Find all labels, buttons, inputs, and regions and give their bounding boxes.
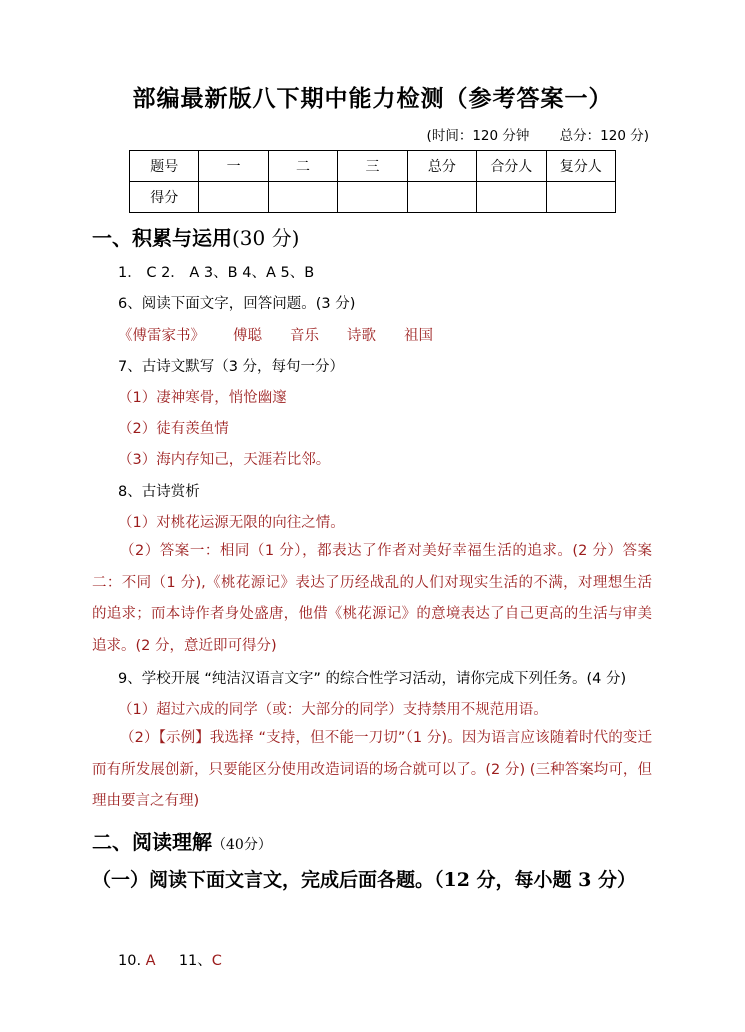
q7-answer: （2）徒有羡鱼情 — [118, 421, 229, 437]
section1-heading — [92, 222, 299, 251]
score-table-header: 总分 — [407, 151, 476, 182]
section2-heading — [92, 826, 272, 855]
q7-answer: （1）凄神寒骨，悄怆幽邃 — [118, 390, 287, 406]
score-table-header: 合分人 — [477, 151, 546, 182]
answers-q10-11 — [118, 949, 222, 970]
section2-points: （40分） — [212, 837, 272, 853]
score-cell — [407, 182, 476, 213]
score-table-header: 三 — [338, 151, 407, 182]
q6-answer: 《傅雷家书》 — [118, 328, 205, 344]
q7-answer: （3）海内存知己，天涯若比邻。 — [118, 452, 331, 468]
section1-title: 一、积累与运用 — [92, 226, 232, 250]
score-cell — [199, 182, 268, 213]
q6-answer: 祖国 — [404, 328, 433, 344]
reading-part1-heading: （一）阅读下面文言文，完成后面各题。（12 分，每小题 3 分） — [92, 869, 637, 891]
question-6: 6、阅读下面文字，回答问题。(3 分) — [118, 296, 356, 312]
time-info — [427, 124, 649, 144]
q10-answer: A — [145, 953, 156, 969]
q6-answer: 音乐 — [290, 328, 319, 344]
q9-answer-1: （1）超过六成的同学（或：大部分的同学）支持禁用不规范用语。 — [118, 702, 548, 718]
answers-q1-5: 1． C 2． A 3、B 4、A 5、B — [118, 265, 315, 281]
question-8: 8、古诗赏析 — [118, 484, 200, 500]
page-title: 部编最新版八下期中能力检测（参考答案一） — [132, 85, 613, 112]
q9-answer-2-text: （2）【示例】我选择 “支持，但不能一刀切”（1 分)。因为语言应该随着时代的变迁而有所发展创新，只要能区分使用改造词语的场合就可以了。(2 分) (三种答案均可，但理由要言之有理) — [92, 730, 652, 809]
time-limit: (时间：120 分钟 — [426, 128, 530, 144]
section2-title: 二、阅读理解 — [92, 830, 212, 854]
score-table-header-row — [130, 151, 616, 182]
question-7: 7、古诗文默写（3 分，每句一分） — [118, 359, 345, 375]
score-table-score-row — [130, 182, 616, 213]
score-cell — [338, 182, 407, 213]
q11-answer: C — [211, 953, 222, 969]
total-score: 总分：120 分) — [559, 128, 649, 144]
q6-answers — [118, 324, 433, 345]
q10-label: 10. — [118, 953, 142, 969]
score-cell — [477, 182, 546, 213]
q6-answer: 傅聪 — [233, 328, 262, 344]
q8-answer-1: （1）对桃花运源无限的向往之情。 — [118, 515, 345, 531]
q8-answer-2 — [92, 536, 652, 662]
score-table — [129, 150, 616, 213]
score-table-header: 一 — [199, 151, 268, 182]
score-table-header: 复分人 — [546, 151, 615, 182]
q8-answer-2-text: （2）答案一：相同（1 分），都表达了作者对美好幸福生活的追求。(2 分）答案二：不同（1 分),《桃花源记》表达了历经战乱的人们对现实生活的不满，对理想生活的追求；而本诗作者身处盛唐，他借《桃花源记》的意境表达了自己更高的生活与审美追求。(2 分，意近即可得分) — [92, 543, 652, 654]
score-table-header: 题号 — [130, 151, 199, 182]
score-table-header: 二 — [268, 151, 337, 182]
q11-label: 11、 — [178, 953, 212, 969]
section1-points: (30 分) — [232, 226, 300, 250]
score-cell — [546, 182, 615, 213]
score-cell — [268, 182, 337, 213]
q6-answer: 诗歌 — [347, 328, 376, 344]
q9-answer-2 — [92, 723, 652, 818]
score-row-label: 得分 — [130, 182, 199, 213]
question-9: 9、学校开展 “纯洁汉语言文字” 的综合性学习活动，请你完成下列任务。(4 分) — [118, 671, 627, 687]
